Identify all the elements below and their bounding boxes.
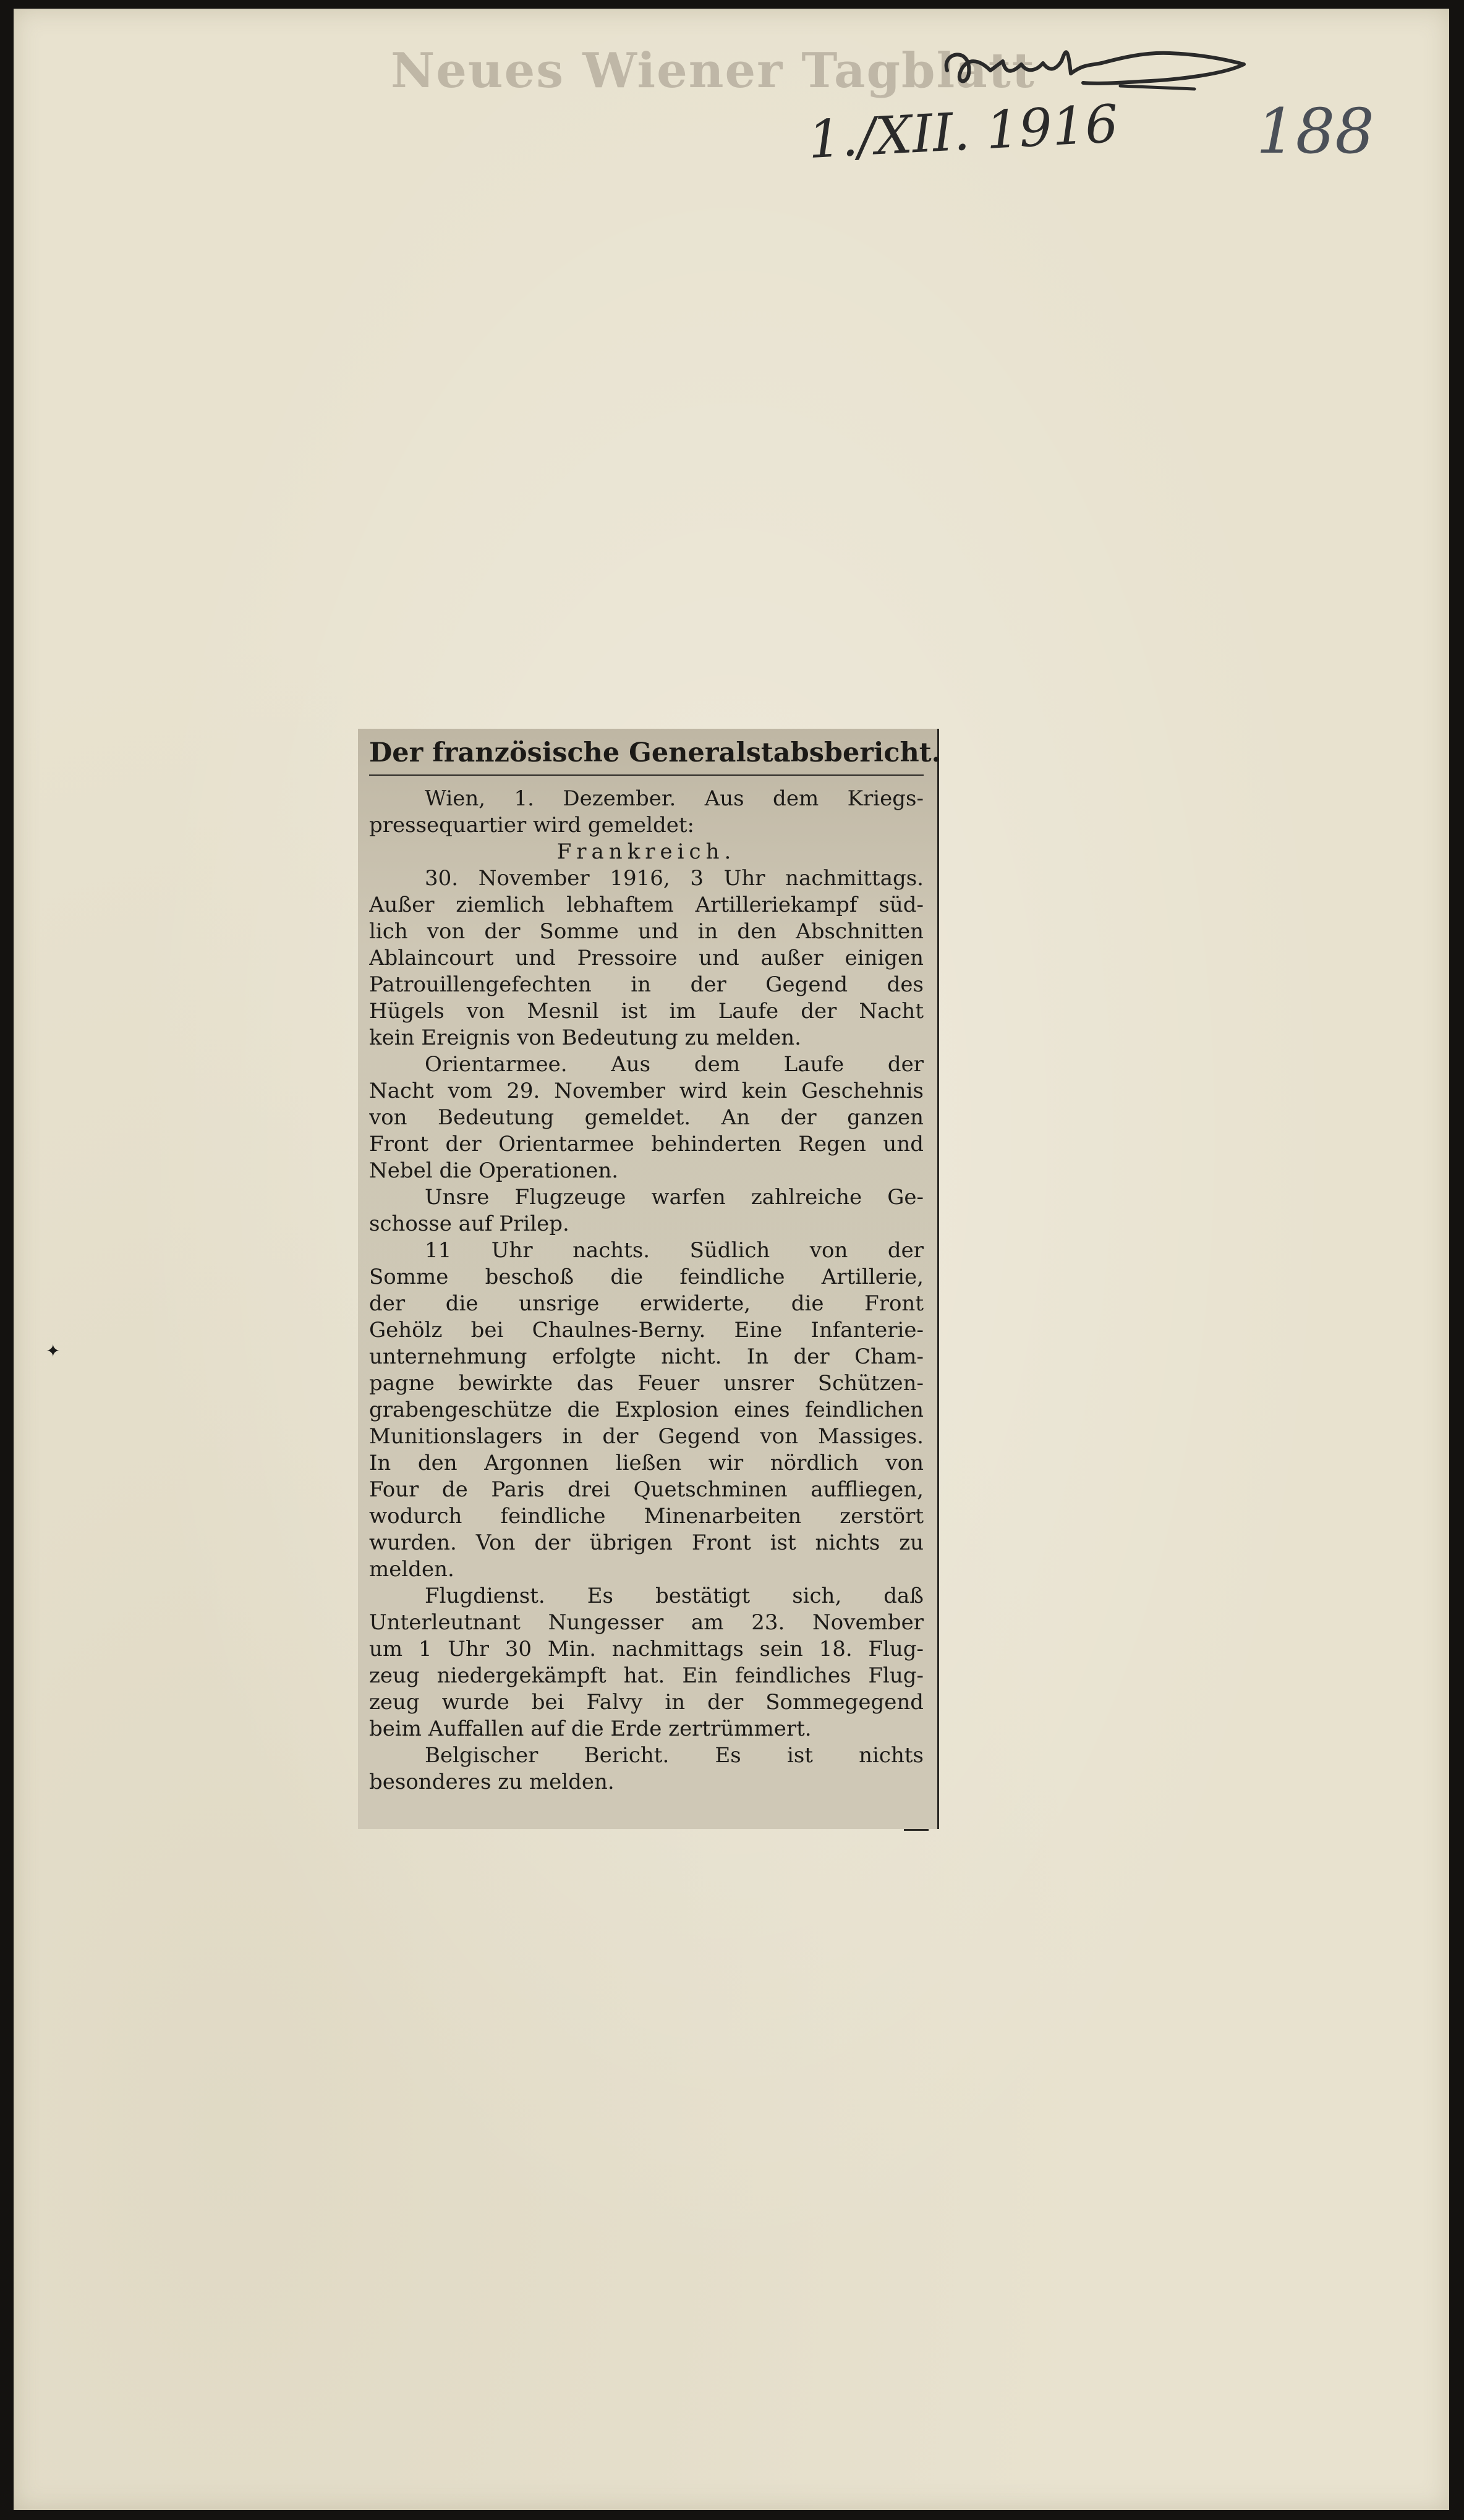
article-line: Flugdienst. Es bestätigt sich, daß (425, 1584, 924, 1608)
margin-mark: ✦ (46, 1341, 61, 1361)
archive-sheet (14, 9, 1449, 2510)
article-line: unternehmung erfolgte nicht. In der Cham- (369, 1344, 924, 1369)
article-line: Munitionslagers in der Gegend von Massiges. (369, 1424, 924, 1449)
article-line: Hügels von Mesnil ist im Laufe der Nacht (369, 999, 924, 1024)
newspaper-stamp: Neues Wiener Tagblatt (391, 43, 1036, 99)
article-line: der die unsrige erwiderte, die Front (369, 1291, 924, 1316)
article-line: beim Auffallen auf die Erde zertrümmert. (369, 1716, 812, 1741)
article-line: von Bedeutung gemeldet. An der ganzen (369, 1105, 924, 1130)
article-line: 30. November 1916, 3 Uhr nachmittags. (425, 866, 924, 891)
newspaper-clipping (358, 729, 939, 1829)
handwritten-page-number: 188 (1256, 95, 1374, 168)
article-line: kein Ereignis von Bedeutung zu melden. (369, 1025, 801, 1050)
article-line: pressequartier wird gemeldet: (369, 813, 694, 838)
article-line: wurden. Von der übrigen Front ist nichts zu (369, 1530, 924, 1555)
article-line: Four de Paris drei Quetschminen auffliegen, (369, 1477, 924, 1502)
article-line: schosse auf Prilep. (369, 1211, 569, 1236)
article-line: wodurch feindliche Minenarbeiten zerstört (369, 1504, 924, 1529)
article-line: um 1 Uhr 30 Min. nachmittags sein 18. Flug- (369, 1637, 924, 1661)
article-line: zeug niedergekämpft hat. Ein feindliches Flug- (369, 1663, 924, 1688)
handwritten-date: 1./XII. 1916 (806, 93, 1120, 171)
article-line: Frankreich. (556, 839, 736, 864)
article-line: 11 Uhr nachts. Südlich von der (425, 1238, 924, 1263)
article-line: In den Argonnen ließen wir nördlich von (369, 1451, 924, 1475)
article-line: lich von der Somme und in den Abschnitten (369, 919, 924, 944)
article-line: Belgischer Bericht. Es ist nichts (425, 1743, 924, 1768)
article-line: Nebel die Operationen. (369, 1158, 619, 1183)
article-line: Unterleutnant Nungesser am 23. November (369, 1610, 924, 1635)
article-line: melden. (369, 1557, 454, 1582)
article-line: Orientarmee. Aus dem Laufe der (425, 1052, 924, 1077)
article-line: Ablaincourt und Pressoire und außer einigen (369, 946, 924, 970)
article-line: Front der Orientarmee behinderten Regen und (369, 1132, 924, 1156)
article-line: Nacht vom 29. November wird kein Geschehnis (369, 1079, 924, 1103)
article-line: zeug wurde bei Falvy in der Sommegegend (369, 1690, 924, 1715)
article-line: Unsre Flugzeuge warfen zahlreiche Ge- (425, 1185, 924, 1210)
article-line: grabengeschütze die Explosion eines feindlichen (369, 1398, 924, 1422)
article-line: Somme beschoß die feindliche Artillerie, (369, 1265, 924, 1289)
article-body (369, 786, 924, 1796)
article-headline: Der französische Generalstabsbericht. (369, 737, 924, 776)
clipping-corner-mark (904, 1810, 929, 1831)
article-line: pagne bewirkte das Feuer unsrer Schützen- (369, 1371, 924, 1396)
article-line: besonderes zu melden. (369, 1770, 615, 1794)
article-line: Wien, 1. Dezember. Aus dem Kriegs- (425, 786, 924, 811)
article-line: Außer ziemlich lebhaftem Artilleriekampf süd- (369, 893, 924, 917)
article-line: Patrouillengefechten in der Gegend des (369, 972, 924, 997)
article-line: Gehölz bei Chaulnes-Berny. Eine Infanterie- (369, 1318, 924, 1343)
